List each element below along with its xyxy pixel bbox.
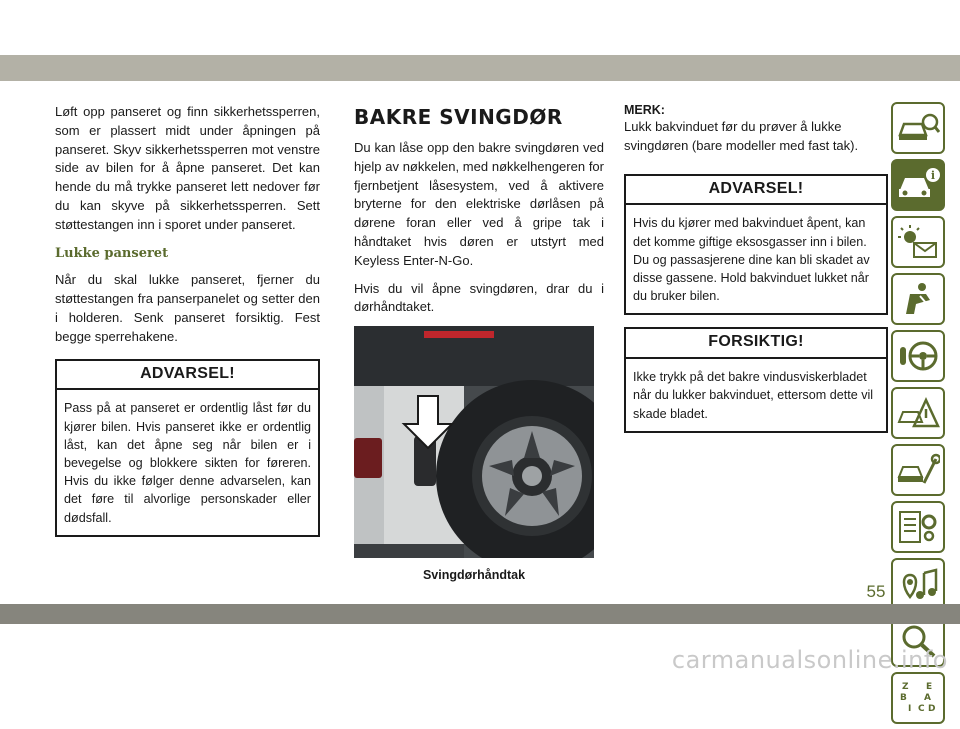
- svg-text:i: i: [930, 169, 936, 182]
- swing-gate-photo: [354, 326, 594, 558]
- top-band: [0, 55, 960, 81]
- svg-text:D: D: [928, 704, 936, 714]
- column-middle: [354, 103, 604, 585]
- seat-passenger-icon: [896, 280, 940, 318]
- section-heading: BAKRE SVINGDØR: [354, 105, 563, 129]
- hood-warning-box: [55, 359, 320, 537]
- tab-multimedia[interactable]: [891, 558, 945, 610]
- watermark: carmanualsonline.info: [671, 646, 948, 674]
- window-warning-box: [624, 174, 888, 316]
- photo-caption: Svingdørhåndtak: [422, 568, 526, 583]
- swing-gate-illustration: [354, 326, 594, 558]
- media-location-icon: [896, 565, 940, 603]
- chapter-sidebar: [891, 102, 949, 729]
- svg-text:A: A: [924, 693, 931, 703]
- tab-safety[interactable]: [891, 273, 945, 325]
- window-warning-title: ADVARSEL!: [626, 176, 886, 206]
- index-letters-icon: [896, 679, 940, 717]
- swing-gate-open-text: Hvis du vil åpne svingdøren, drar du i dørhåndtaket.: [354, 280, 604, 315]
- tab-emergency[interactable]: [891, 387, 945, 439]
- steering-wheel-icon: [896, 337, 940, 375]
- warning-lights-icon: [896, 223, 940, 261]
- wiper-caution-box: [624, 327, 888, 432]
- svg-text:Z: Z: [902, 682, 909, 692]
- hood-close-text: Når du skal lukke panseret, fjerner du støttestangen fra panserpanelet og setter den i holderen. Senk panseret forsiktig. Fest begge sperrehakene.: [55, 272, 320, 344]
- car-info-icon: [896, 166, 940, 204]
- wiper-caution-title: FORSIKTIG!: [626, 329, 886, 359]
- tab-getting-to-know-vehicle[interactable]: [891, 159, 945, 211]
- svg-text:E: E: [926, 682, 933, 692]
- tab-technical-specifications[interactable]: [891, 501, 945, 553]
- car-wrench-icon: [896, 451, 940, 489]
- hood-warning-title: ADVARSEL!: [57, 361, 318, 391]
- note-label: MERK:: [624, 103, 665, 117]
- tab-starting-operating[interactable]: [891, 330, 945, 382]
- note-text: Lukk bakvinduet før du prøver å lukke svingdøren (bare modeller med fast tak).: [624, 119, 859, 153]
- column-left: [55, 103, 320, 537]
- hood-open-text: Løft opp panseret og finn sikkerhetssperren, som er plassert midt under åpningen på panseret. Skyv sikkerhetssperren mot venstre side av bilen for å åpne panseret. Det kan hende du må trykke panseret lett nedover før du kan skyve på sikkerhetssperren. Sett støttestangen inn i sporet under panseret.: [55, 104, 320, 232]
- wiper-caution-text: Ikke trykk på det bakre vindusviskerbladet når du lukker bakvinduet, ettersom dette vil skade bladet.: [633, 370, 874, 421]
- column-right: [624, 103, 888, 433]
- svg-text:C: C: [918, 704, 925, 714]
- svg-text:B: B: [900, 693, 907, 703]
- specs-gear-icon: [896, 508, 940, 546]
- tab-servicing[interactable]: [891, 444, 945, 496]
- bottom-band: [0, 604, 960, 624]
- svg-text:I: I: [908, 704, 912, 714]
- window-warning-text: Hvis du kjører med bakvinduet åpent, kan det komme giftige eksosgasser inn i bilen. Du og passasjerene dine kan bli skadet av disse gassene. Hold bakvinduet lukket når du bruker bilen.: [633, 216, 870, 304]
- swing-gate-unlock-text: Du kan låse opp den bakre svingdøren ved hjelp av nøkkelen, med nøkkelhengeren for fjernbetjent låsesystem, ved å aktivere bryterne for den elektriske dørlåsen på dørene foran eller ved å gripe tak i håndtaket hvis døren er utstyrt med Keyless Enter-N-Go.: [354, 140, 604, 268]
- page-number: 55: [866, 582, 886, 601]
- tab-getting-to-know[interactable]: [891, 102, 945, 154]
- car-magnifier-icon: [896, 109, 940, 147]
- car-warning-triangle-icon: [896, 394, 940, 432]
- tab-instrument-panel[interactable]: [891, 216, 945, 268]
- tab-index[interactable]: [891, 672, 945, 724]
- hood-warning-text: Pass på at panseret er ordentlig låst før du kjører bilen. Hvis panseret ikke er ordentlig låst, kan det åpne seg når bilen er i bevegelse og blokkere sikten for føreren. Hvis du ikke følger denne advarselen, kan det føre til alvorlige personskader eller dødsfall.: [64, 401, 311, 525]
- close-hood-subheading: Lukke panseret: [55, 245, 169, 261]
